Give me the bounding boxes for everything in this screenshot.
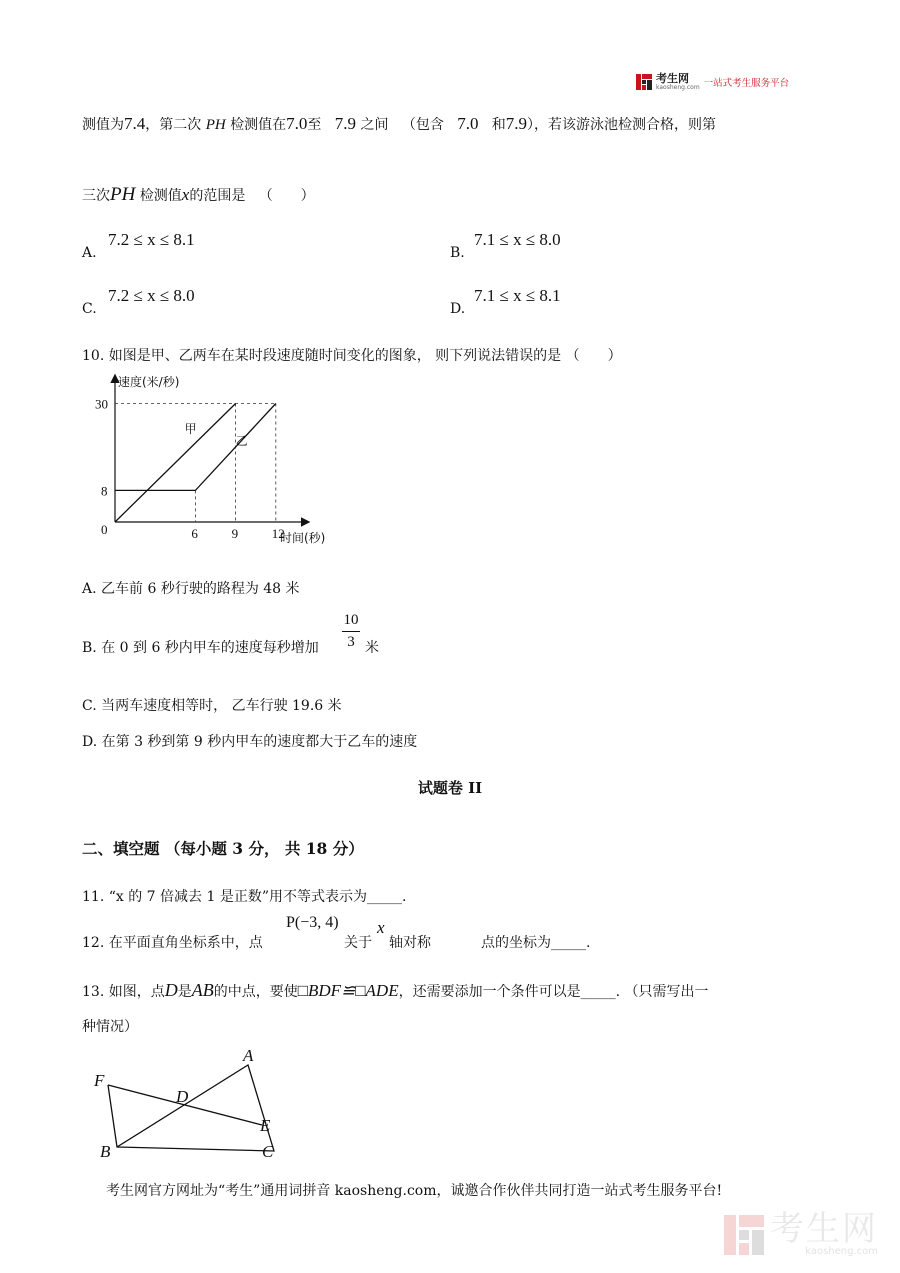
q9-option-c-expr: 7.2 ≤ x ≤ 8.0 <box>108 286 195 305</box>
logo-url: kaosheng.com <box>656 83 700 91</box>
series-label-1: 乙 <box>235 433 248 448</box>
series-line-0 <box>115 404 236 523</box>
q9-text: ，第二次 <box>145 117 202 133</box>
q9-value: 7.0 <box>286 114 308 133</box>
label-c: C <box>262 1142 274 1161</box>
series-label-0: 甲 <box>184 422 197 437</box>
q10-chart <box>90 370 350 550</box>
q12-var-x: x <box>377 918 385 937</box>
q9-answer-paren: （ ） <box>258 188 315 204</box>
q11: 11. “x 的 7 倍减去 1 是正数”用不等式表示为_____. <box>82 889 407 905</box>
q13-text: 的中点，要使 <box>213 984 298 1000</box>
q10-option-a: A. 乙车前 6 秒行驶的路程为 48 米 <box>82 581 300 597</box>
q13-text: 是 <box>177 984 192 1000</box>
logo-mark-icon <box>636 74 652 90</box>
q9-var-x: x <box>181 185 190 204</box>
q9-text: 之间 <box>360 117 389 133</box>
section-heading: 二、填空题 （每小题 3 分， 共 18 分） <box>82 839 364 858</box>
label-e: E <box>260 1116 271 1135</box>
q12-post1: 轴对称 <box>389 935 431 951</box>
q9-text: ），若该游泳池检测合格，则第 <box>527 117 717 133</box>
q12-post2: 点的坐标为_____. <box>481 935 591 951</box>
section-title: 试题卷 II <box>417 779 483 797</box>
watermark-logo-icon <box>724 1215 764 1255</box>
series-line-1 <box>115 404 276 491</box>
q10-stem: 10. 如图是甲、乙两车在某时段速度随时间变化的图象， 则下列说法错误的是 （ ） <box>82 348 622 364</box>
q9-option-a-label: A. <box>82 245 97 261</box>
q9-line2 <box>82 184 315 206</box>
header-slogan: 一站式考生服务平台 <box>703 78 790 89</box>
q9-option-d-label: D. <box>450 301 466 317</box>
q9-option-b-expr: 7.1 ≤ x ≤ 8.0 <box>474 230 561 249</box>
q9-line1 <box>82 114 716 134</box>
q10-option-b <box>82 637 319 657</box>
q12-mid: 关于 <box>344 935 372 951</box>
q10-option-b-unit: 米 <box>365 640 379 656</box>
q9-ph: PH <box>205 117 226 133</box>
q13-text: 13. 如图，点 <box>82 984 165 1000</box>
q9-text: 测值为 <box>82 117 124 133</box>
logo-name: 考生网 <box>656 71 689 85</box>
q13-figure <box>88 1045 288 1165</box>
q9-option-b-label: B. <box>450 245 465 261</box>
figure-lines <box>108 1065 274 1151</box>
fraction-denominator: 3 <box>347 634 355 650</box>
q9-option-d-expr: 7.1 ≤ x ≤ 8.1 <box>474 286 561 305</box>
x-axis-label: 时间(秒) <box>280 531 326 545</box>
q9-value: 7.9 <box>334 114 357 133</box>
q9-value: 7.9 <box>505 114 528 133</box>
q9-option-a-expr: 7.2 ≤ x ≤ 8.1 <box>108 230 195 249</box>
q9-text: 至 <box>307 117 322 133</box>
label-b: B <box>100 1142 111 1161</box>
y-tick-label-1: 30 <box>95 396 108 412</box>
q13-point-d: D <box>164 980 178 1000</box>
footer-text: 考生网官方网址为“考生”通用词拼音 kaosheng.com，诚邀合作伙伴共同打造一站式考生服务平台! <box>106 1183 723 1199</box>
x-tick-label-2: 12 <box>271 526 285 541</box>
q9-text: 检测值在 <box>230 117 287 133</box>
origin-label: 0 <box>101 522 108 537</box>
watermark-name: 考生网 <box>770 1209 878 1249</box>
watermark-text <box>770 1209 878 1257</box>
header-logo <box>636 72 789 92</box>
q9-text: （包含 <box>401 117 444 133</box>
q9-text: 检测值 <box>139 188 182 204</box>
q12-pre: 12. 在平面直角坐标系中，点 <box>82 935 263 951</box>
label-d: D <box>176 1087 189 1106</box>
q9-text: 的范围是 <box>189 188 246 204</box>
q9-text: 三次 <box>82 188 110 204</box>
x-tick-label-1: 9 <box>231 526 239 541</box>
q13-text: ，还需要添加一个条件可以是_____. （只需写出一 <box>398 984 709 1000</box>
y-axis-label: 速度(米/秒) <box>118 375 180 389</box>
x-tick-label-0: 6 <box>191 526 198 541</box>
q9-ph: PH <box>110 184 136 205</box>
q9-value: 7.0 <box>457 114 479 133</box>
watermark-url: kaosheng.com <box>805 1246 878 1257</box>
logo-text <box>656 71 700 91</box>
fraction-numerator: 10 <box>343 612 359 628</box>
watermark <box>724 1209 878 1257</box>
q9-option-c-label: C. <box>82 301 97 317</box>
q13-segment-ab: AB <box>191 980 214 1000</box>
q9-text: 和 <box>491 117 506 133</box>
q9-value: 7.4 <box>124 114 146 133</box>
y-tick-label-0: 8 <box>101 483 108 499</box>
q10-option-b-text: B. 在 0 到 6 秒内甲车的速度每秒增加 <box>82 640 319 656</box>
q10-option-d: D. 在第 3 秒到第 9 秒内甲车的速度都大于乙车的速度 <box>82 734 418 750</box>
label-f: F <box>94 1071 105 1090</box>
q13-line2: 种情况） <box>82 1019 138 1035</box>
q10-option-c: C. 当两车速度相等时， 乙车行驶 19.6 米 <box>82 698 342 714</box>
q12-point: P(−3, 4) <box>286 914 339 931</box>
fraction-bar <box>342 631 360 632</box>
q13-line1 <box>82 980 709 1001</box>
label-a: A <box>243 1046 254 1065</box>
q10-option-b-fraction <box>340 612 362 651</box>
q13-congruence: □BDF≌□ADE <box>297 981 399 1000</box>
